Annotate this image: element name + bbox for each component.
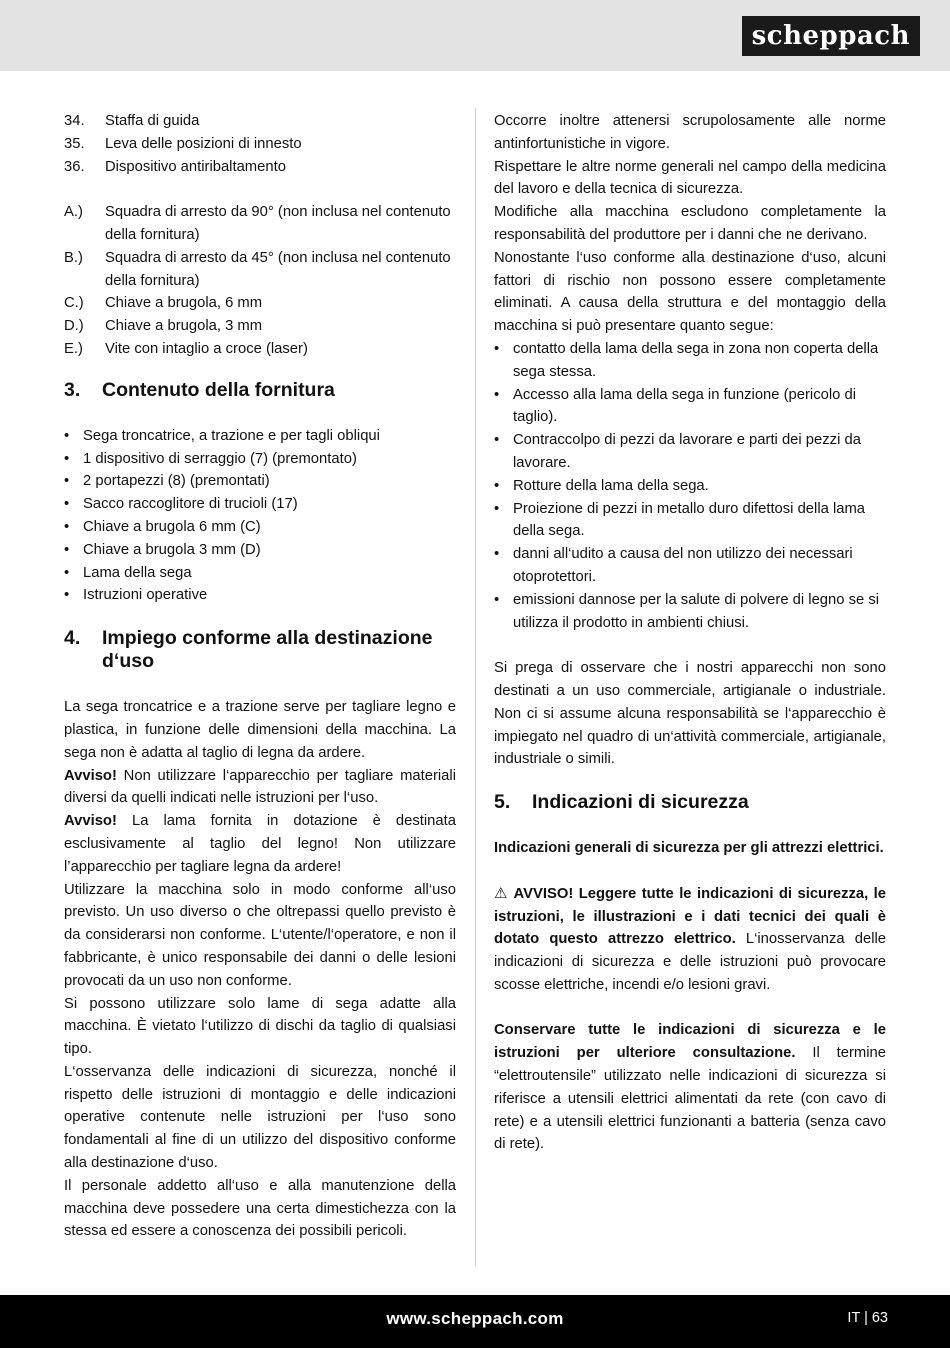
accessory-item bbox=[64, 201, 456, 247]
item-text: Squadra di arresto da 45° (non inclusa nel contenuto della fornitura) bbox=[105, 249, 451, 289]
parts-list-item bbox=[64, 110, 456, 133]
list-item: • 2 portapezzi (8) (premontati) bbox=[64, 470, 456, 493]
item-text: Staffa di guida bbox=[105, 113, 200, 129]
list-item-text: Lama della sega bbox=[83, 564, 192, 581]
section-5-heading bbox=[494, 791, 886, 814]
section-title: Indicazioni di sicurezza bbox=[532, 791, 749, 814]
item-number: A.) bbox=[64, 204, 83, 221]
risk-item-text: Accesso alla lama della sega in funzione (pericolo di taglio). bbox=[513, 386, 856, 426]
paragraph: Modifiche alla macchina escludono completamente la responsabilità del produttore per i danni che ne derivano. bbox=[494, 204, 886, 243]
item-text: Dispositivo antiribaltamento bbox=[105, 158, 286, 175]
list-item: • 1 dispositivo di serraggio (7) (premontato) bbox=[64, 448, 456, 471]
paragraph: Nonostante l‘uso conforme alla destinazione d‘uso, alcuni fattori di rischio non possono essere completamente eliminati. A causa della struttura e del montaggio della macchina si può presentare quanto segue: bbox=[494, 249, 886, 335]
paragraph-text: La lama fornita in dotazione è destinata esclusivamente al taglio del legno! Non utilizzare l’apparecchio per tagliare legna da ardere! bbox=[64, 813, 456, 875]
paragraph bbox=[64, 810, 456, 878]
list-item-text: Sega troncatrice, a trazione e per tagli obliqui bbox=[83, 427, 380, 444]
warning-text: L‘inosservanza delle indicazioni di sicurezza e delle istruzioni può provocare scosse elettriche, incendi e/o lesioni gravi. bbox=[494, 931, 886, 993]
risk-item-text: contatto della lama della sega in zona non coperta della sega stessa. bbox=[513, 340, 879, 380]
footer-bar bbox=[0, 1295, 950, 1348]
accessory-item bbox=[64, 247, 456, 293]
accessory-item bbox=[64, 338, 456, 361]
keep-text: Il termine “elettroutensile” utilizzato nelle indicazioni di sicurezza si riferisce a utensili elettrici alimentati da rete (con cavo di rete) e a utensili elettrici funzionanti a batteria (senza cavo di rete). bbox=[494, 1045, 887, 1153]
paragraph-text: Non utilizzare l‘apparecchio per tagliare materiali diversi da quelli indicati nelle istruzioni per l‘uso. bbox=[64, 767, 456, 807]
item-text: Leva delle posizioni di innesto bbox=[105, 135, 302, 152]
risk-item-text: Proiezione di pezzi in metallo duro difettosi della lama della sega. bbox=[513, 500, 866, 540]
risk-item: • Accesso alla lama della sega in funzione (pericolo di taglio). bbox=[494, 384, 886, 430]
section-number: 4. bbox=[64, 627, 81, 650]
list-item-text: Chiave a brugola 3 mm (D) bbox=[83, 541, 261, 558]
item-text: Chiave a brugola, 3 mm bbox=[105, 318, 263, 335]
warning-label: Avviso! bbox=[64, 813, 117, 830]
list-item: • Lama della sega bbox=[64, 562, 456, 585]
parts-list-item bbox=[64, 156, 456, 179]
list-item-text: Istruzioni operative bbox=[83, 587, 208, 604]
item-number: E.) bbox=[64, 340, 83, 357]
list-item: • Chiave a brugola 3 mm (D) bbox=[64, 539, 456, 562]
section-number: 3. bbox=[64, 378, 81, 401]
subheading-text: Indicazioni generali di sicurezza per gli attrezzi elettrici. bbox=[494, 840, 884, 857]
section-number: 5. bbox=[494, 791, 511, 814]
paragraph: Utilizzare la macchina solo in modo conforme all‘uso previsto. Un uso diverso o che oltrepassi quello previsto è da considerarsi non conforme. L‘utente/l‘operatore, e non il fabbricante, è unico responsabile dei danni o delle lesioni provocati da un uso non conforme. bbox=[64, 881, 456, 989]
item-text: Chiave a brugola, 6 mm bbox=[105, 295, 263, 312]
list-item-text: 1 dispositivo di serraggio (7) (premontato) bbox=[83, 450, 357, 467]
list-item: • Istruzioni operative bbox=[64, 584, 456, 607]
item-number: 36. bbox=[64, 158, 85, 175]
warning-bold-text: AVVISO! Leggere tutte le indicazioni di sicurezza, le istruzioni, le illustrazioni e i dati tecnici dei quali è dotato questo attrezzo elettrico. bbox=[494, 885, 887, 948]
item-number: B.) bbox=[64, 249, 83, 266]
parts-list-item bbox=[64, 133, 456, 156]
list-item-text: Chiave a brugola 6 mm (C) bbox=[83, 518, 261, 535]
warning-triangle-icon: ⚠ bbox=[494, 885, 509, 902]
risk-item-text: Rotture della lama della sega. bbox=[513, 477, 709, 494]
paragraph bbox=[494, 1019, 886, 1156]
list-item: • Sacco raccoglitore di trucioli (17) bbox=[64, 493, 456, 516]
item-text: Squadra di arresto da 90° (non inclusa nel contenuto della fornitura) bbox=[105, 204, 451, 243]
risk-item: • danni all‘udito a causa del non utilizzo dei necessari otoprotettori. bbox=[494, 543, 886, 589]
list-item: • Chiave a brugola 6 mm (C) bbox=[64, 516, 456, 539]
warning-label: Avviso! bbox=[64, 767, 117, 784]
paragraph: La sega troncatrice e a trazione serve per tagliare legno e plastica, in funzione delle dimensioni della macchina. La sega non è adatta al taglio di legna da ardere. bbox=[64, 699, 456, 761]
list-item-text: 2 portapezzi (8) (premontati) bbox=[83, 473, 270, 490]
item-text: Vite con intaglio a croce (laser) bbox=[105, 340, 308, 357]
section-title: Impiego conforme alla destinazione d‘uso bbox=[102, 627, 433, 673]
list-item-text: Sacco raccoglitore di trucioli (17) bbox=[83, 496, 298, 513]
risk-item: • emissioni dannose per la salute di polvere di legno se si utilizza il prodotto in ambienti chiusi. bbox=[494, 589, 886, 635]
left-column bbox=[64, 110, 456, 1243]
scheppach-logo: scheppach bbox=[742, 16, 920, 56]
risk-item-text: emissioni dannose per la salute di polvere di legno se si utilizza il prodotto in ambienti chiusi. bbox=[513, 591, 880, 631]
risk-item: • Proiezione di pezzi in metallo duro difettosi della lama della sega. bbox=[494, 498, 886, 544]
item-number: D.) bbox=[64, 318, 84, 335]
paragraph: Il personale addetto all‘uso e alla manutenzione della macchina deve possedere una certa dimestichezza con la stessa ed essere a conoscenza dei possibili pericoli. bbox=[64, 1177, 456, 1240]
header-bar bbox=[0, 0, 950, 71]
risk-item: • Rotture della lama della sega. bbox=[494, 475, 886, 498]
website-link[interactable]: www.scheppach.com bbox=[386, 1309, 564, 1328]
column-divider bbox=[475, 108, 476, 1266]
paragraph: Si possono utilizzare solo lame di sega adatte alla macchina. È vietato l‘utilizzo di dischi da taglio di qualsiasi tipo. bbox=[64, 995, 456, 1058]
section-3-heading bbox=[64, 379, 456, 402]
section-title: Contenuto della fornitura bbox=[102, 378, 335, 401]
risk-item-text: danni all‘udito a causa del non utilizzo dei necessari otoprotettori. bbox=[513, 546, 853, 585]
risk-item: • contatto della lama della sega in zona non coperta della sega stessa. bbox=[494, 338, 886, 384]
page-number: IT | 63 bbox=[847, 1310, 888, 1326]
section-4-heading bbox=[64, 627, 456, 673]
paragraph: Rispettare le altre norme generali nel campo della medicina del lavoro e della tecnica di sicurezza. bbox=[494, 158, 886, 198]
list-item: • Sega troncatrice, a trazione e per tagli obliqui bbox=[64, 425, 456, 448]
paragraph: L‘osservanza delle indicazioni di sicurezza, nonché il rispetto delle istruzioni di montaggio e delle indicazioni operative contenute nelle istruzioni per l‘uso sono fondamentali al fine di un utilizzo del dispositivo conforme alla destinazione d‘uso. bbox=[64, 1063, 456, 1172]
item-number: 35. bbox=[64, 135, 85, 152]
risk-item: • Contraccolpo di pezzi da lavorare e parti dei pezzi da lavorare. bbox=[494, 429, 886, 475]
risk-item-text: Contraccolpo di pezzi da lavorare e parti dei pezzi da lavorare. bbox=[513, 432, 861, 471]
accessory-item bbox=[64, 315, 456, 338]
warning-paragraph bbox=[494, 883, 886, 997]
paragraph: Si prega di osservare che i nostri apparecchi non sono destinati a un uso commerciale, artigianale o industriale. Non ci si assume alcuna responsabilità se l‘apparecchio è impiegato nel quadro di un‘attività commerciale, artigianale, industriale o simili. bbox=[494, 660, 886, 768]
keep-bold-text: Conservare tutte le indicazioni di sicurezza e le istruzioni per ulteriore consultazione. bbox=[494, 1022, 886, 1062]
accessory-item bbox=[64, 292, 456, 315]
item-number: C.) bbox=[64, 295, 84, 312]
right-column bbox=[494, 110, 886, 1156]
paragraph bbox=[64, 765, 456, 811]
paragraph: Occorre inoltre attenersi scrupolosamente alle norme antinfortunistiche in vigore. bbox=[494, 113, 886, 152]
item-number: 34. bbox=[64, 113, 85, 129]
subheading bbox=[494, 837, 886, 860]
